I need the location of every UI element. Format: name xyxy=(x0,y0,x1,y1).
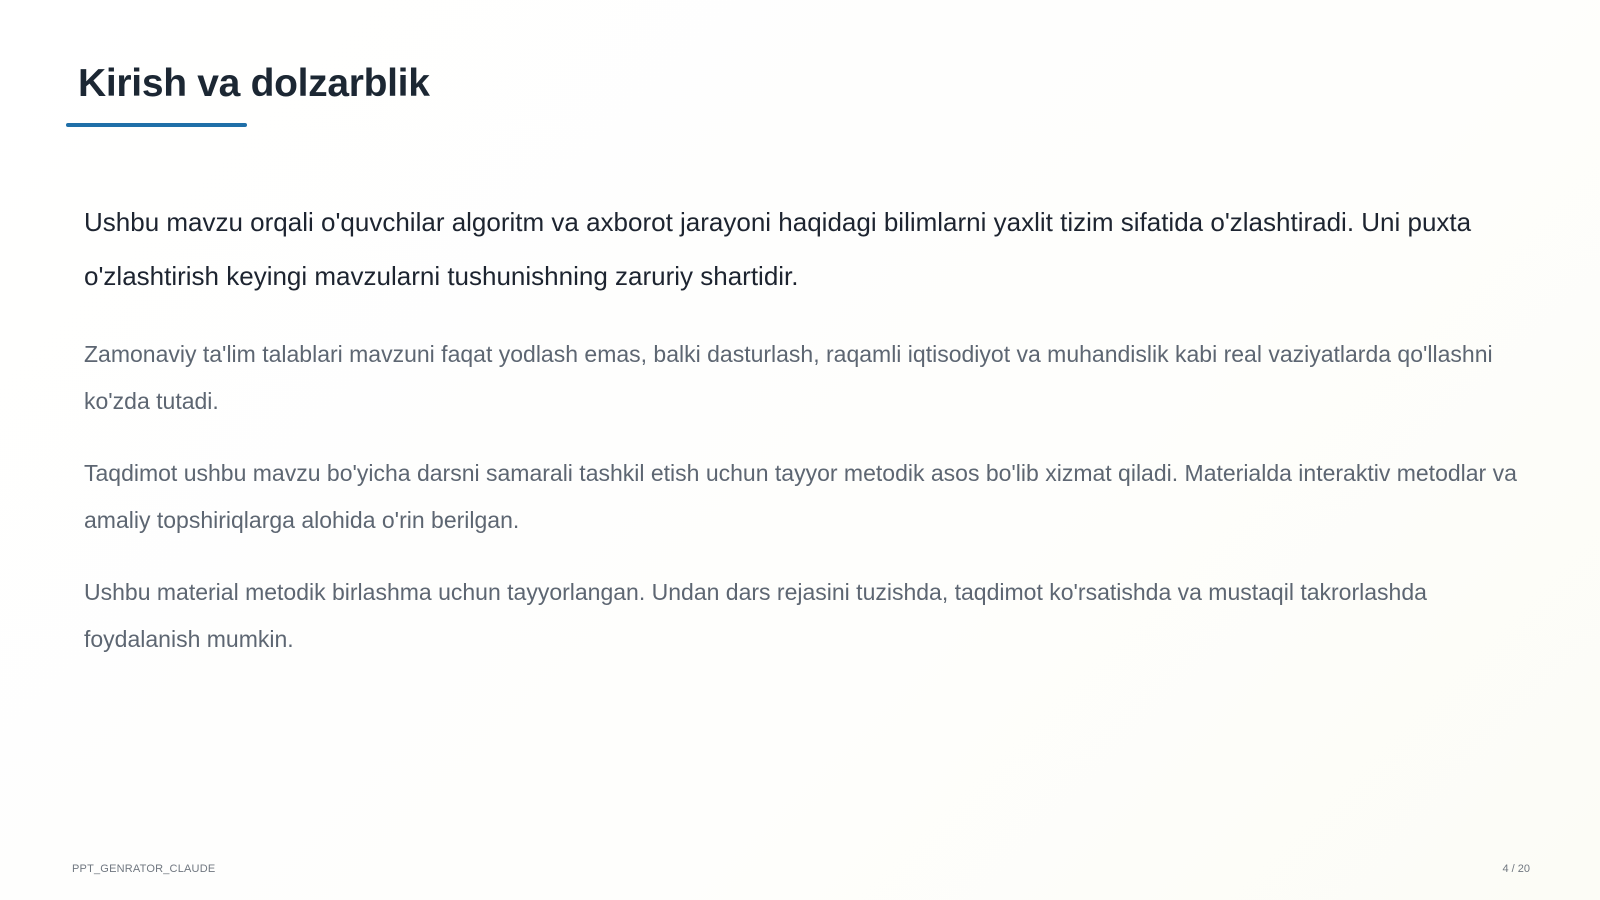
body-paragraph: Taqdimot ushbu mavzu bo'yicha darsni samarali tashkil etish uchun tayyor metodik asos bo'lib xizmat qiladi. Materialda interaktiv metodlar va amaliy topshiriqlarga alohida o'rin berilgan. xyxy=(84,460,1517,533)
body-paragraph: Ushbu material metodik birlashma uchun tayyorlangan. Undan dars rejasini tuzishda, taqdimot ko'rsatishda va mustaqil takrorlashda foydalanish mumkin. xyxy=(84,579,1427,652)
slide-content xyxy=(84,195,1524,688)
lead-paragraph: Ushbu mavzu orqali o'quvchilar algoritm va axborot jarayoni haqidagi bilimlarni yaxlit tizim sifatida o'zlashtiradi. Uni puxta o'zlashtirish keyingi mavzularni tushunishning zaruriy shartidir. xyxy=(84,207,1472,291)
title-underline xyxy=(66,123,247,127)
slide-title: Kirish va dolzarblik xyxy=(78,62,430,105)
footer-brand: PPT_GENRATOR_CLAUDE xyxy=(72,863,216,875)
body-paragraph: Zamonaviy ta'lim talablari mavzuni faqat yodlash emas, balki dasturlash, raqamli iqtisodiyot va muhandislik kabi real vaziyatlarda qo'llashni ko'zda tutadi. xyxy=(84,341,1493,414)
page-indicator: 4 / 20 xyxy=(1502,863,1530,875)
